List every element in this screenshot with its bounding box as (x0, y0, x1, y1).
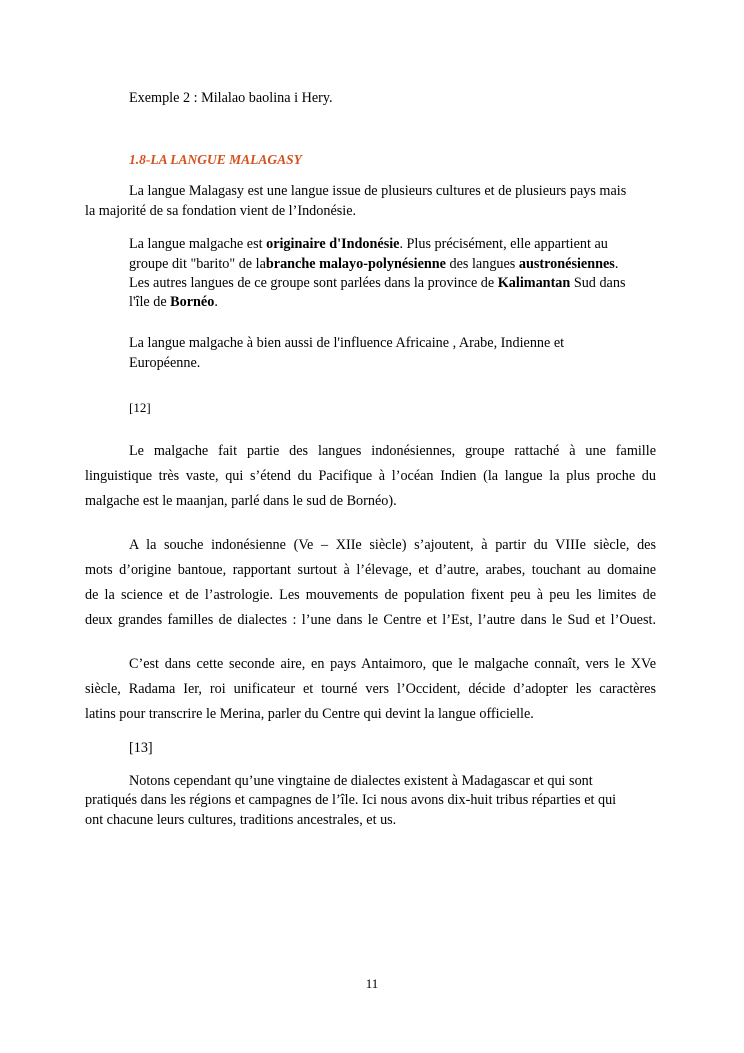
para1-line2: la majorité de sa fondation vient de l’Indonésie. (85, 203, 357, 219)
bold-text: Bornéo (170, 294, 215, 310)
text-run: Les autres langues de ce groupe sont parlées dans la province de (129, 275, 498, 291)
para2-line2 (129, 254, 656, 274)
section-heading: 1.8-LA LANGUE MALAGASY (129, 152, 302, 167)
bold-text: originaire d'Indonésie (266, 236, 400, 252)
para6-line2: siècle, Radama Ier, roi unificateur et tourné vers l’Occident, décide d’adopter les caractères (85, 681, 656, 697)
text-run: . Plus précisément, elle appartient au (399, 236, 608, 252)
bold-text: branche malayo-polynésienne (265, 256, 446, 272)
para5-line1: A la souche indonésienne (Ve – XIIe siècle) s’ajoutent, à partir du VIIIe siècle, des (129, 537, 656, 553)
para4-line3: malgache est le maanjan, parlé dans le sud de Bornéo). (85, 493, 397, 509)
para5-line3: de la science et de l’astrologie. Les mouvements de population fixent peu à peu les limites de (85, 587, 656, 603)
para2-line3 (129, 273, 656, 293)
text-run: groupe dit "barito" de la (129, 256, 266, 272)
text-run: l'île de (129, 294, 171, 310)
para7-line2: pratiqués dans les régions et campagnes de l’île. Ici nous avons dix-huit tribus réparties et qui (85, 792, 617, 808)
para6-line1: C’est dans cette seconde aire, en pays Antaimoro, que le malgache connaît, vers le XVe (129, 656, 656, 672)
para7-line1: Notons cependant qu’une vingtaine de dialectes existent à Madagascar et qui sont (129, 773, 593, 789)
text-run: . (614, 256, 619, 272)
para4-line2: linguistique très vaste, qui s’étend du Pacifique à l’océan Indien (la langue la plus proche du (85, 468, 656, 484)
bold-text: austronésiennes (518, 256, 615, 272)
para6-line3: latins pour transcrire le Merina, parler du Centre qui devint la langue officielle. (85, 706, 534, 722)
para2-line4 (129, 292, 656, 312)
text-run: Sud dans (570, 275, 626, 291)
text-run: La langue malgache est (129, 236, 267, 252)
text-run: . (214, 294, 218, 310)
para3-line2: Européenne. (129, 355, 201, 371)
para7-line3: ont chacune leurs cultures, traditions ancestrales, et us. (85, 812, 397, 828)
para4-line1: Le malgache fait partie des langues indonésiennes, groupe rattaché à une famille (129, 443, 656, 459)
para5-line4: deux grandes familles de dialectes : l’une dans le Centre et l’Est, l’autre dans le Sud et l’Ouest. (85, 612, 656, 628)
para1-line1: La langue Malagasy est une langue issue de plusieurs cultures et de plusieurs pays mais (129, 183, 627, 199)
bold-text: Kalimantan (497, 275, 571, 291)
reference-13: [13] (129, 740, 153, 756)
page-number: 11 (365, 976, 379, 991)
reference-12: [12] (129, 400, 151, 415)
para5-line2: mots d’origine bantoue, rapportant surtout à l’élevage, et d’autre, arabes, touchant au domaine (85, 562, 656, 578)
para2-line1 (129, 234, 656, 254)
para3-line1: La langue malgache à bien aussi de l'influence Africaine , Arabe, Indienne et (129, 335, 565, 351)
text-run: des langues (445, 256, 519, 272)
example-line: Exemple 2 : Milalao baolina i Hery. (129, 90, 333, 106)
